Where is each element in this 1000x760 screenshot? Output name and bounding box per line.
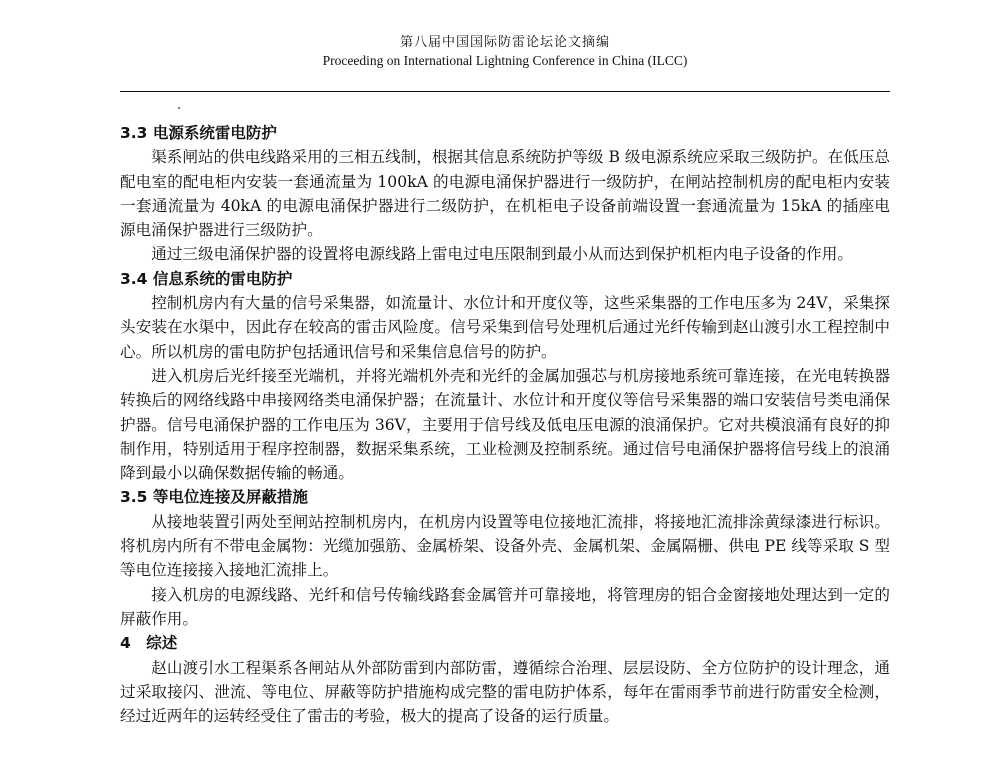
section-4: [120, 631, 890, 728]
section-3-3: [120, 121, 890, 267]
paragraph: 渠系闸站的供电线路采用的三相五线制，根据其信息系统防护等级 B 级电源系统应采取三级防护。在低压总配电室的配电柜内安装一套通流量为 100kA 的电源电涌保护器进行一级防护，在闸站控制机房的配电柜内安装一套通流量为 40kA 的电源电涌保护器进行二级防护，在机柜电子设备前端设置一套通流量为 15kA 的插座电源电涌保护器进行三级防护。: [120, 148, 890, 240]
paragraph: 控制机房内有大量的信号采集器，如流量计、水位计和开度仪等，这些采集器的工作电压多为 24V，采集探头安装在水渠中，因此存在较高的雷击风险度。信号采集到信号处理机后通过光纤传输到赵山渡引水工程控制中心。所以机房的雷电防护包括通讯信号和采集信息信号的防护。: [120, 294, 890, 361]
header-rule: [120, 91, 890, 92]
section-3-4: [120, 267, 890, 486]
paragraph: 赵山渡引水工程渠系各闸站从外部防雷到内部防雷，遵循综合治理、层层设防、全方位防护的设计理念，通过采取接闪、泄流、等电位、屏蔽等防护措施构成完整的雷电防护体系，每年在雷雨季节前进行防雷安全检测，经过近两年的运转经受住了雷击的考验，极大的提高了设备的运行质量。: [120, 658, 890, 726]
section-heading: 3.5 等电位连接及屏蔽措施: [120, 488, 308, 507]
body-text: [120, 121, 890, 728]
paragraph: 进入机房后光纤接至光端机，并将光端机外壳和光纤的金属加强芯与机房接地系统可靠连接，在光电转换器转换后的网络线路中串接网络类电涌保护器；在流量计、水位计和开度仪等信号采集器的端口安装信号类电涌保护器。信号电涌保护器的工作电压为 36V，主要用于信号线及低电压电源的浪涌保护。它对共模浪涌有良好的抑制作用，特别适用于程序控制器，数据采集系统，工业检测及控制系统。通过信号电涌保护器将信号线上的浪涌降到最小以确保数据传输的畅通。: [120, 366, 890, 483]
section-heading: 3.4 信息系统的雷电防护: [120, 269, 293, 288]
running-header: [120, 34, 890, 70]
section-heading: 4 综述: [120, 634, 178, 653]
section-heading: 3.3 电源系统雷电防护: [120, 124, 277, 142]
paragraph: 从接地装置引两处至闸站控制机房内，在机房内设置等电位接地汇流排，将接地汇流排涂黄绿漆进行标识。将机房内所有不带电金属物：光缆加强筋、金属桥架、设备外壳、金属机架、金属隔栅、供电 PE 线等采取 S 型等电位连接接入接地汇流排上。: [120, 512, 890, 580]
scan-speck: [178, 107, 180, 109]
header-title-english: Proceeding on International Lightning Conference in China (ILCC): [322, 53, 688, 68]
section-3-5: [120, 485, 890, 631]
paragraph: 接入机房的电源线路、光纤和信号传输线路套金属管并可靠接地，将管理房的铝合金窗接地处理达到一定的屏蔽作用。: [120, 585, 890, 628]
paragraph: 通过三级电涌保护器的设置将电源线路上雷电过电压限制到最小从而达到保护机柜内电子设备的作用。: [151, 245, 853, 264]
header-title-chinese: 第八届中国国际防雷论坛论文摘编: [399, 35, 610, 50]
